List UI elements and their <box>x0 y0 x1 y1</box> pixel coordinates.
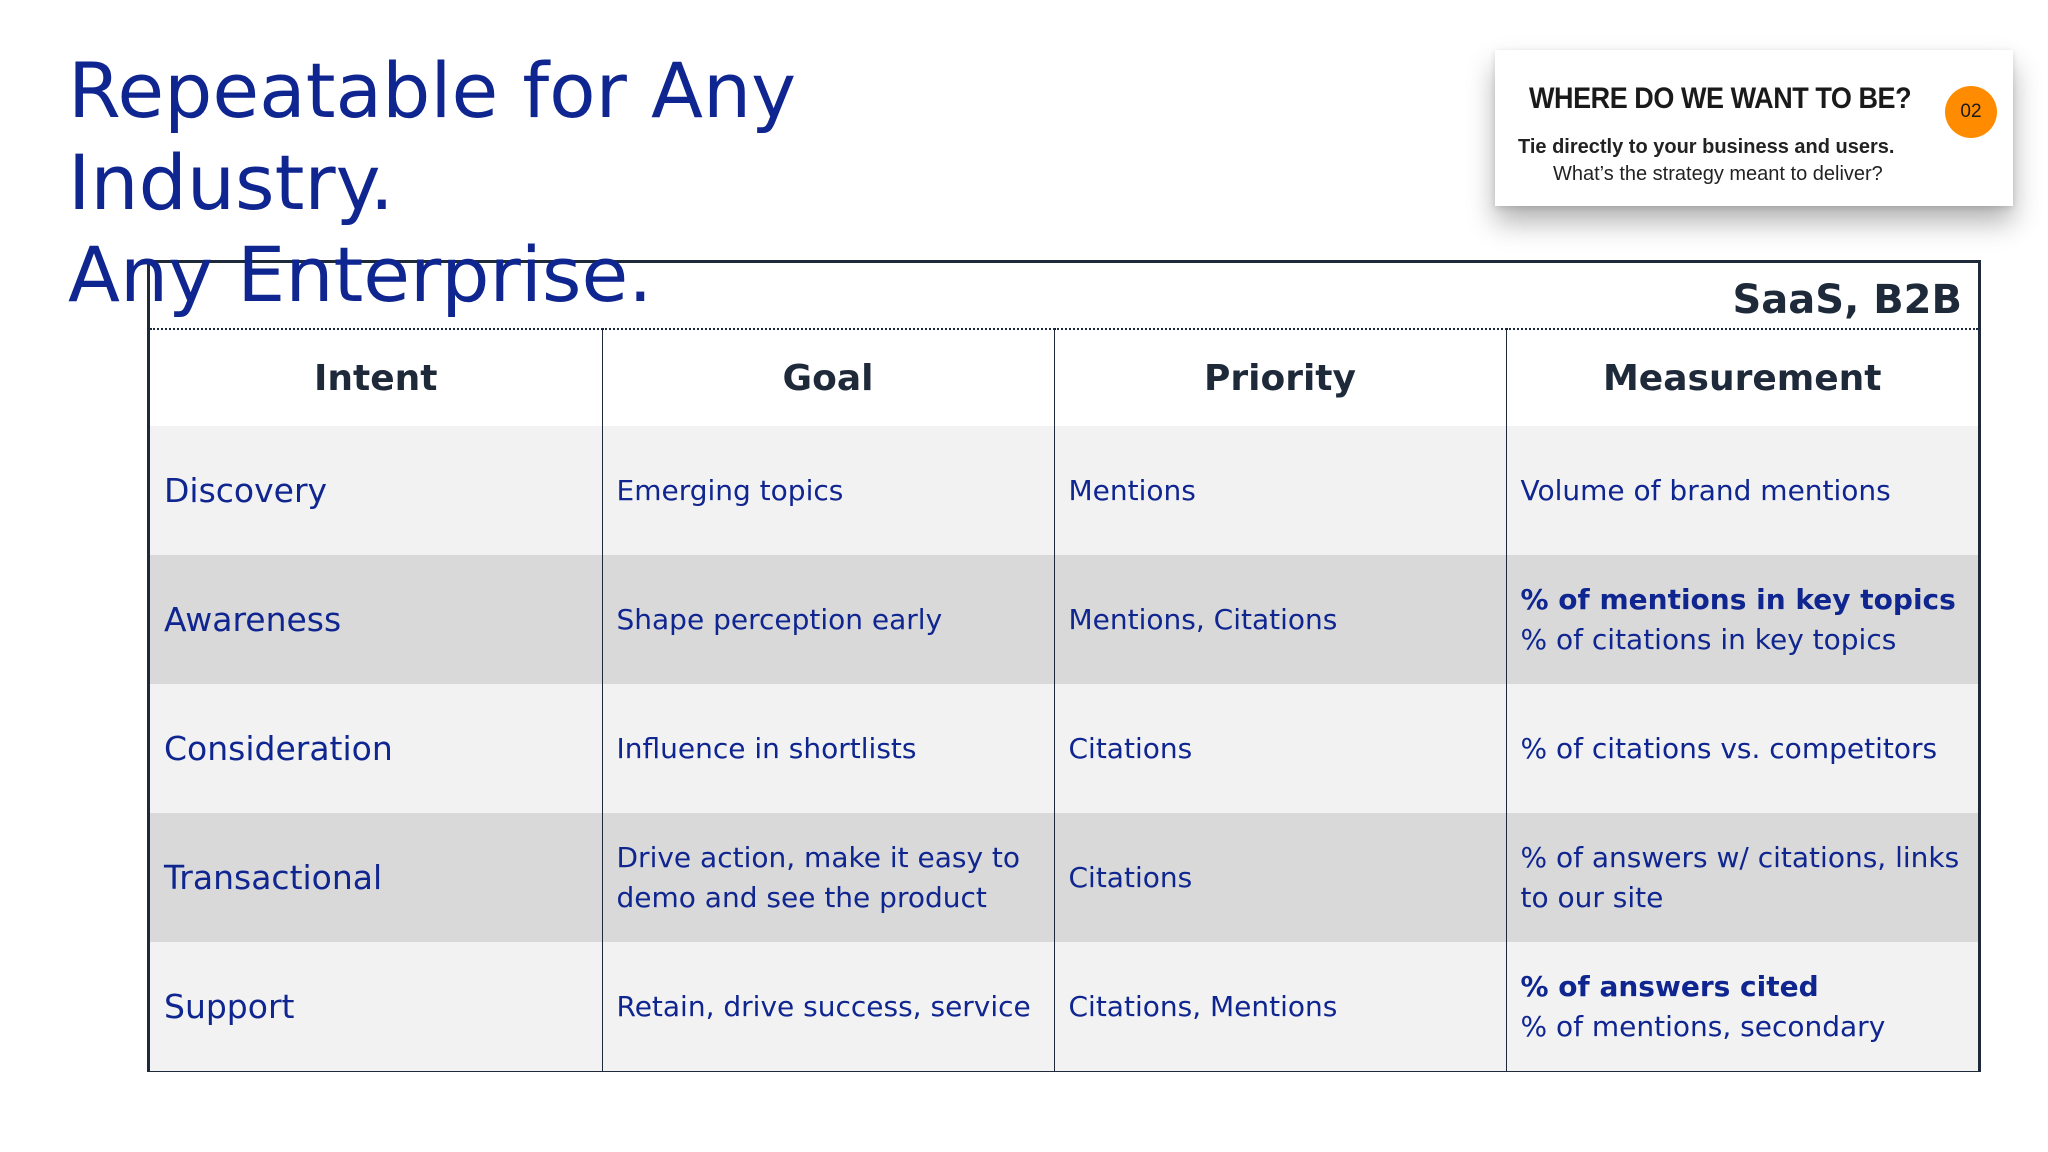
table-segment-label: SaaS, B2B <box>1732 277 1962 323</box>
intent-cell: Support <box>150 942 602 1071</box>
priority-cell: Mentions <box>1054 426 1506 555</box>
slide-title <box>68 45 796 321</box>
measurement-cell <box>1506 813 1978 942</box>
intent-cell: Discovery <box>150 426 602 555</box>
priority-cell: Citations, Mentions <box>1054 942 1506 1071</box>
intent-cell: Awareness <box>150 555 602 684</box>
table-row <box>150 942 1978 1071</box>
intent-cell: Consideration <box>150 684 602 813</box>
intent-cell: Transactional <box>150 813 602 942</box>
column-header-goal: Goal <box>602 329 1054 426</box>
table-row <box>150 555 1978 684</box>
measurement-primary: % of answers cited <box>1520 969 1819 1003</box>
goal-cell: Influence in shortlists <box>602 684 1054 813</box>
callout-subtitle: Tie directly to your business and users. <box>1518 136 1895 158</box>
title-line: Industry. <box>68 138 394 227</box>
goal-cell: Retain, drive success, service <box>602 942 1054 1071</box>
measurement-text: % of citations vs. competitors <box>1520 731 1938 765</box>
measurement-text: % of answers w/ citations, links to our site <box>1520 840 1960 914</box>
priority-cell: Citations <box>1054 813 1506 942</box>
measurement-text: Volume of brand mentions <box>1520 473 1891 507</box>
priority-cell: Citations <box>1054 684 1506 813</box>
table-row <box>150 684 1978 813</box>
goal-cell: Emerging topics <box>602 426 1054 555</box>
step-number-badge: 02 <box>1945 86 1997 138</box>
column-header-measurement: Measurement <box>1506 329 1978 426</box>
priority-cell: Mentions, Citations <box>1054 555 1506 684</box>
goal-cell: Shape perception early <box>602 555 1054 684</box>
measurement-cell <box>1506 942 1978 1071</box>
measurement-cell <box>1506 684 1978 813</box>
measurement-primary: % of mentions in key topics <box>1520 582 1956 616</box>
callout-question: What’s the strategy meant to deliver? <box>1553 163 1883 185</box>
column-header-priority: Priority <box>1054 329 1506 426</box>
measurement-cell <box>1506 555 1978 684</box>
title-line: Any Enterprise. <box>68 230 653 319</box>
table-row <box>150 813 1978 942</box>
goal-cell: Drive action, make it easy to demo and see the product <box>602 813 1054 942</box>
table-header-row <box>150 329 1978 426</box>
column-header-intent: Intent <box>150 329 602 426</box>
section-callout-card <box>1495 50 2013 206</box>
title-line: Repeatable for Any <box>68 46 797 135</box>
intent-table <box>150 328 1978 1071</box>
intent-table-frame <box>147 260 1981 1072</box>
table-row <box>150 426 1978 555</box>
measurement-secondary: % of mentions, secondary <box>1520 1009 1886 1043</box>
measurement-cell <box>1506 426 1978 555</box>
measurement-secondary: % of citations in key topics <box>1520 622 1897 656</box>
callout-heading: WHERE DO WE WANT TO BE? <box>1529 82 1912 115</box>
